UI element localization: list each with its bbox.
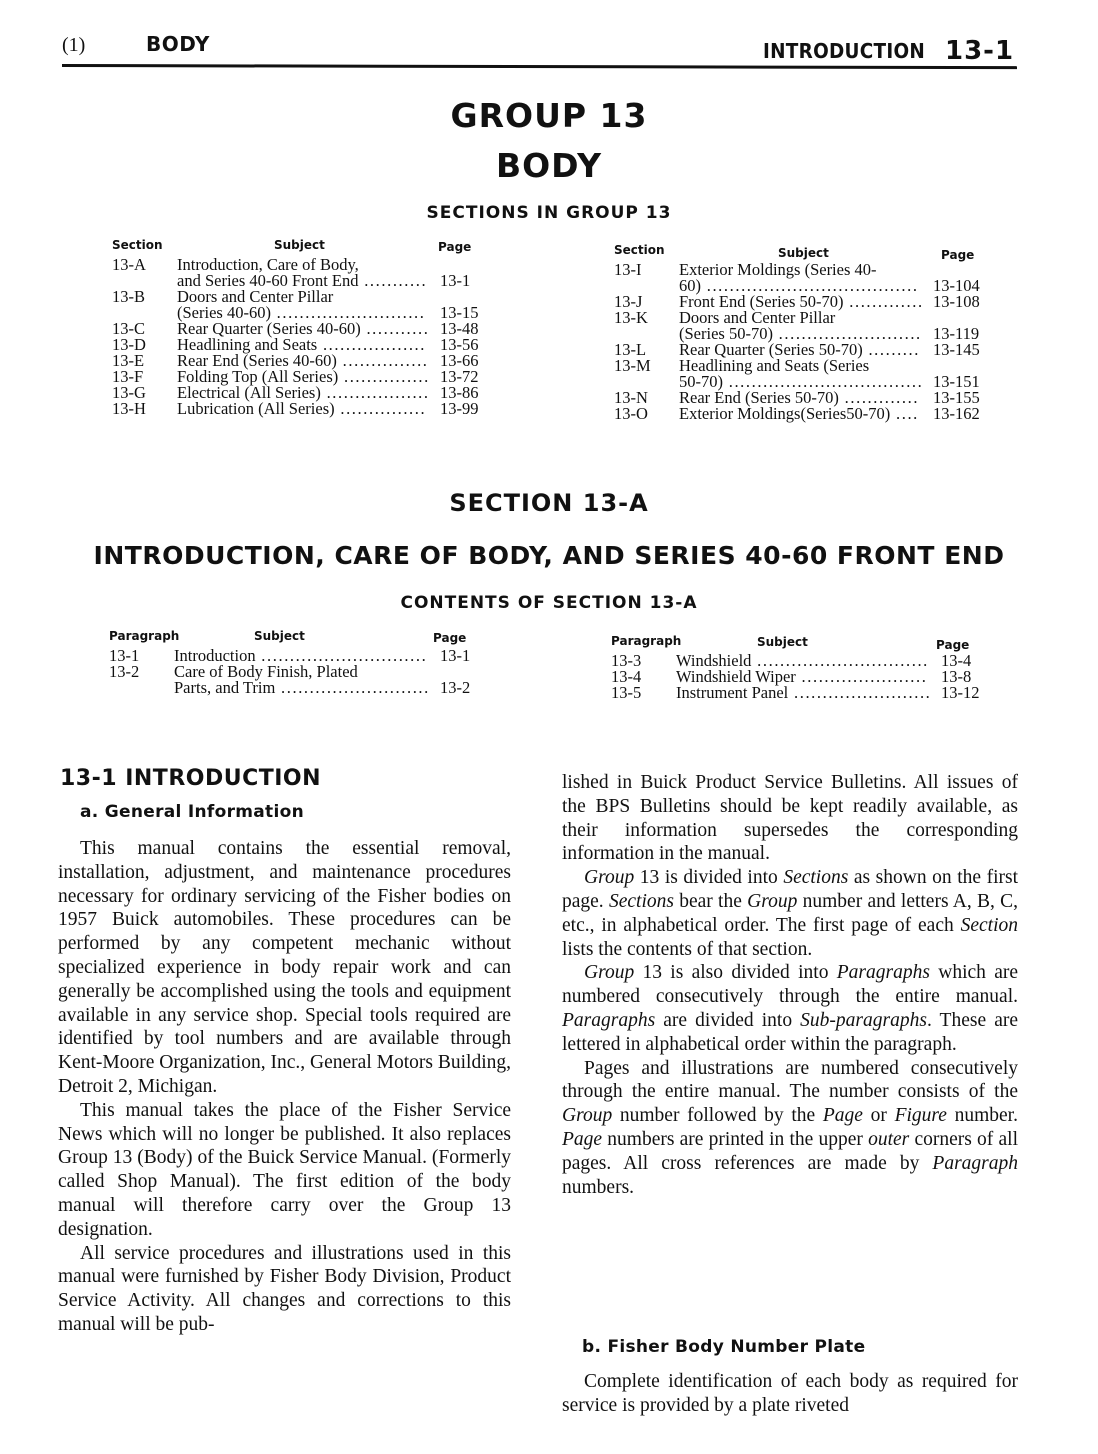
- entry-number: 13-F: [112, 367, 144, 386]
- entry-subject: Headlining and Seats ..................: [177, 335, 426, 354]
- paragraph: Pages and illustrations are numbered consecutively through the entire manual. The number consists of the Group number followed by the Page or Figure number. Page numbers are printed in the upper outer corners of all pages. All cross references are made by Paragraph numbers.: [562, 1057, 1018, 1198]
- left-column-body: [58, 837, 511, 1337]
- emphasis: Paragraphs: [836, 962, 930, 984]
- entry-page: 13-145: [933, 340, 980, 359]
- entry-subject: Exterior Moldings (Series 40-: [679, 260, 877, 279]
- emphasis: Section: [960, 914, 1018, 936]
- entry-subject: Windshield ..............................: [676, 651, 929, 670]
- emphasis: Sections: [608, 890, 674, 912]
- leader-dots: .............................: [255, 646, 428, 665]
- group-subtitle: BODY: [495, 146, 603, 185]
- entry-subject: Exterior Moldings(Series50-70) ....: [679, 404, 919, 423]
- sections-table-left: [112, 238, 487, 428]
- emphasis: Group: [584, 867, 635, 889]
- column-header-subject: Subject: [274, 238, 325, 252]
- paragraph: Group 13 is divided into Sections as shown on the first page. Sections bear the Group number and letters A, B, C, etc., in alphabetical order. The first page of each Section lists the contents of that section.: [562, 867, 1019, 960]
- emphasis: Group: [584, 962, 635, 984]
- group-title: GROUP 13: [450, 96, 648, 135]
- entry-page: 13-2: [440, 678, 471, 697]
- entry-number: 13-A: [112, 255, 146, 274]
- entry-subject: Rear Quarter (Series 40-60) ...........: [177, 319, 430, 338]
- leader-dots: ...........: [360, 319, 430, 338]
- contents-table-right: [611, 634, 991, 714]
- paragraph: lished in Buick Product Service Bulletins. All issues of the BPS Bulletins should be kept readily available, as their information supersedes the corresponding information in the manual.: [562, 772, 1018, 865]
- entry-page: 13-119: [933, 324, 980, 343]
- column-header-page: Page: [941, 248, 975, 262]
- entry-page: 13-1: [440, 646, 471, 665]
- header-group-title: BODY: [146, 32, 210, 56]
- entry-page: 13-86: [440, 383, 479, 402]
- emphasis: Sub-paragraphs: [800, 1009, 927, 1031]
- entry-number: 13-4: [611, 667, 642, 686]
- entry-number: 13-D: [112, 335, 146, 354]
- entry-number: 13-O: [614, 404, 648, 423]
- section-subtitle: INTRODUCTION, CARE OF BODY, AND SERIES 40-60 FRONT END: [93, 541, 1005, 570]
- header-section-title: INTRODUCTION: [763, 39, 926, 63]
- emphasis: Page: [822, 1105, 863, 1127]
- column-header-paragraph: Paragraph: [109, 629, 180, 643]
- entry-page: 13-66: [440, 351, 479, 370]
- entry-number: 13-5: [611, 683, 642, 702]
- entry-subject: Instrument Panel ........................: [676, 683, 932, 702]
- leader-dots: ......................: [795, 667, 928, 686]
- entry-subject: Electrical (All Series) ..................: [177, 383, 430, 402]
- entry-subject: and Series 40-60 Front End ...........: [177, 271, 428, 290]
- leader-dots: .........................: [772, 324, 922, 343]
- entry-page: 13-56: [440, 335, 479, 354]
- contents-table-left: [109, 629, 479, 709]
- entry-number: 13-3: [611, 651, 642, 670]
- entry-number: 13-N: [614, 388, 648, 407]
- header-chapter-number: (1): [62, 34, 86, 56]
- entry-subject: Parts, and Trim ..........................: [174, 678, 430, 697]
- entry-page: 13-162: [933, 404, 980, 423]
- paragraph: Group 13 is also divided into Paragraphs which are numbered consecutively through the entire manual. Paragraphs are divided into Sub-paragraphs. These are lettered in alphabetical order within the paragraph.: [562, 962, 1018, 1055]
- entry-number: 13-1: [109, 646, 140, 665]
- entry-subject: (Series 40-60) ..........................: [177, 303, 426, 322]
- entry-number: 13-J: [614, 292, 643, 311]
- paragraph: All service procedures and illustrations used in this manual were furnished by Fisher Body Division, Product Service Activity. All changes and corrections to this manual will be pub-: [58, 1242, 511, 1335]
- subheading-general-information: a. General Information: [80, 802, 304, 822]
- entry-subject: Rear Quarter (Series 50-70) .........: [679, 340, 920, 359]
- entry-page: 13-72: [440, 367, 479, 386]
- leader-dots: .............: [838, 388, 920, 407]
- column-header-section: Section: [112, 238, 163, 252]
- column-header-paragraph: Paragraph: [611, 634, 682, 648]
- section-title: SECTION 13-A: [449, 489, 649, 517]
- leader-dots: .........: [862, 340, 920, 359]
- leader-dots: ..........................: [270, 303, 426, 322]
- entry-number: 13-C: [112, 319, 145, 338]
- entry-number: 13-I: [614, 260, 642, 279]
- entry-subject: Introduction .............................: [174, 646, 428, 665]
- article-heading: 13-1 INTRODUCTION: [60, 766, 322, 791]
- leader-dots: ..........................: [275, 678, 430, 697]
- entry-page: 13-108: [933, 292, 980, 311]
- entry-number: 13-E: [112, 351, 145, 370]
- leader-dots: ........................: [788, 683, 932, 702]
- entry-number: 13-G: [112, 383, 146, 402]
- leader-dots: ..............................: [751, 651, 929, 670]
- leader-dots: ...............: [334, 399, 427, 418]
- entry-subject: Folding Top (All Series) ...............: [177, 367, 430, 386]
- entry-subject: Headlining and Seats (Series: [679, 356, 870, 375]
- subheading-fisher-body-number-plate: b. Fisher Body Number Plate: [582, 1337, 866, 1357]
- entry-subject: 60) .....................................: [679, 276, 919, 295]
- paragraph: This manual contains the essential removal, installation, adjustment, and maintenance procedures necessary for ordinary servicing of the Fisher bodies on 1957 Buick automobiles. These procedures can be performed by any competent mechanic without specialized experience in body repair work and can generally be accomplished using the tools and equipment available in any service shop. Special tools required are identified by tool numbers and are available through Kent-Moore Organization, Inc., General Motors Building, Detroit 2, Michigan.: [58, 838, 511, 1097]
- entry-page: 13-15: [440, 303, 479, 322]
- leader-dots: .............: [843, 292, 924, 311]
- entry-subject: Rear End (Series 50-70) .............: [679, 388, 920, 407]
- entry-subject: (Series 50-70) .........................: [679, 324, 922, 343]
- entry-page: 13-151: [933, 372, 980, 391]
- column-header-section: Section: [614, 243, 665, 257]
- entry-subject: Windshield Wiper ......................: [676, 667, 928, 686]
- entry-subject: Care of Body Finish, Plated: [174, 662, 358, 681]
- entry-subject: Front End (Series 50-70) .............: [679, 292, 924, 311]
- entry-subject: Lubrication (All Series) ...............: [177, 399, 427, 418]
- entry-page: 13-48: [440, 319, 479, 338]
- column-header-subject: Subject: [778, 246, 829, 260]
- leader-dots: .....................................: [701, 276, 919, 295]
- leader-dots: ...............: [336, 351, 429, 370]
- entry-subject: Rear End (Series 40-60) ...............: [177, 351, 429, 370]
- leader-dots: ...............: [338, 367, 430, 386]
- leader-dots: ..................................: [723, 372, 924, 391]
- leader-dots: ....: [890, 404, 919, 423]
- entry-page: 13-155: [933, 388, 980, 407]
- column-header-page: Page: [438, 240, 472, 254]
- entry-number: 13-B: [112, 287, 145, 306]
- emphasis: Paragraph: [932, 1152, 1018, 1174]
- entry-page: 13-104: [933, 276, 980, 295]
- leader-dots: ...........: [358, 271, 428, 290]
- entry-page: 13-8: [941, 667, 972, 686]
- entry-subject: Introduction, Care of Body,: [177, 255, 359, 274]
- right-column-body-b: [562, 1370, 1018, 1418]
- emphasis: outer: [868, 1128, 910, 1150]
- entry-subject: Doors and Center Pillar: [177, 287, 334, 306]
- leader-dots: ..................: [317, 335, 426, 354]
- entry-page: 13-4: [941, 651, 972, 670]
- sections-table-right: [614, 243, 994, 433]
- emphasis: Paragraphs: [562, 1009, 656, 1031]
- column-header-page: Page: [433, 631, 467, 645]
- column-header-subject: Subject: [254, 629, 305, 643]
- contents-heading: CONTENTS OF SECTION 13-A: [400, 593, 698, 613]
- column-header-subject: Subject: [757, 635, 808, 649]
- sections-heading: SECTIONS IN GROUP 13: [426, 203, 672, 223]
- paragraph: This manual takes the place of the Fisher Service News which will no longer be published. It also replaces Group 13 (Body) of the Buick Service Manual. (Formerly called Shop Manual). The first edition of the body manual will therefore carry over the Group 13 designation.: [58, 1099, 511, 1240]
- entry-number: 13-K: [614, 308, 648, 327]
- emphasis: Sections: [783, 867, 849, 889]
- entry-number: 13-L: [614, 340, 647, 359]
- emphasis: Group: [747, 890, 798, 912]
- leader-dots: ..................: [320, 383, 430, 402]
- entry-subject: 50-70) ..................................: [679, 372, 924, 391]
- emphasis: Page: [562, 1128, 603, 1150]
- page-number: 13-1: [945, 36, 1015, 66]
- entry-number: 13-2: [109, 662, 140, 681]
- entry-page: 13-1: [440, 271, 471, 290]
- right-column-body: [562, 771, 1018, 1199]
- emphasis: Figure: [894, 1105, 947, 1127]
- entry-number: 13-H: [112, 399, 146, 418]
- header-rule: [62, 64, 1017, 69]
- entry-page: 13-12: [941, 683, 980, 702]
- paragraph: Complete identification of each body as required for service is provided by a plate riveted: [562, 1371, 1018, 1416]
- entry-subject: Doors and Center Pillar: [679, 308, 836, 327]
- entry-page: 13-99: [440, 399, 479, 418]
- entry-number: 13-M: [614, 356, 651, 375]
- column-header-page: Page: [936, 638, 970, 652]
- emphasis: Group: [562, 1105, 613, 1127]
